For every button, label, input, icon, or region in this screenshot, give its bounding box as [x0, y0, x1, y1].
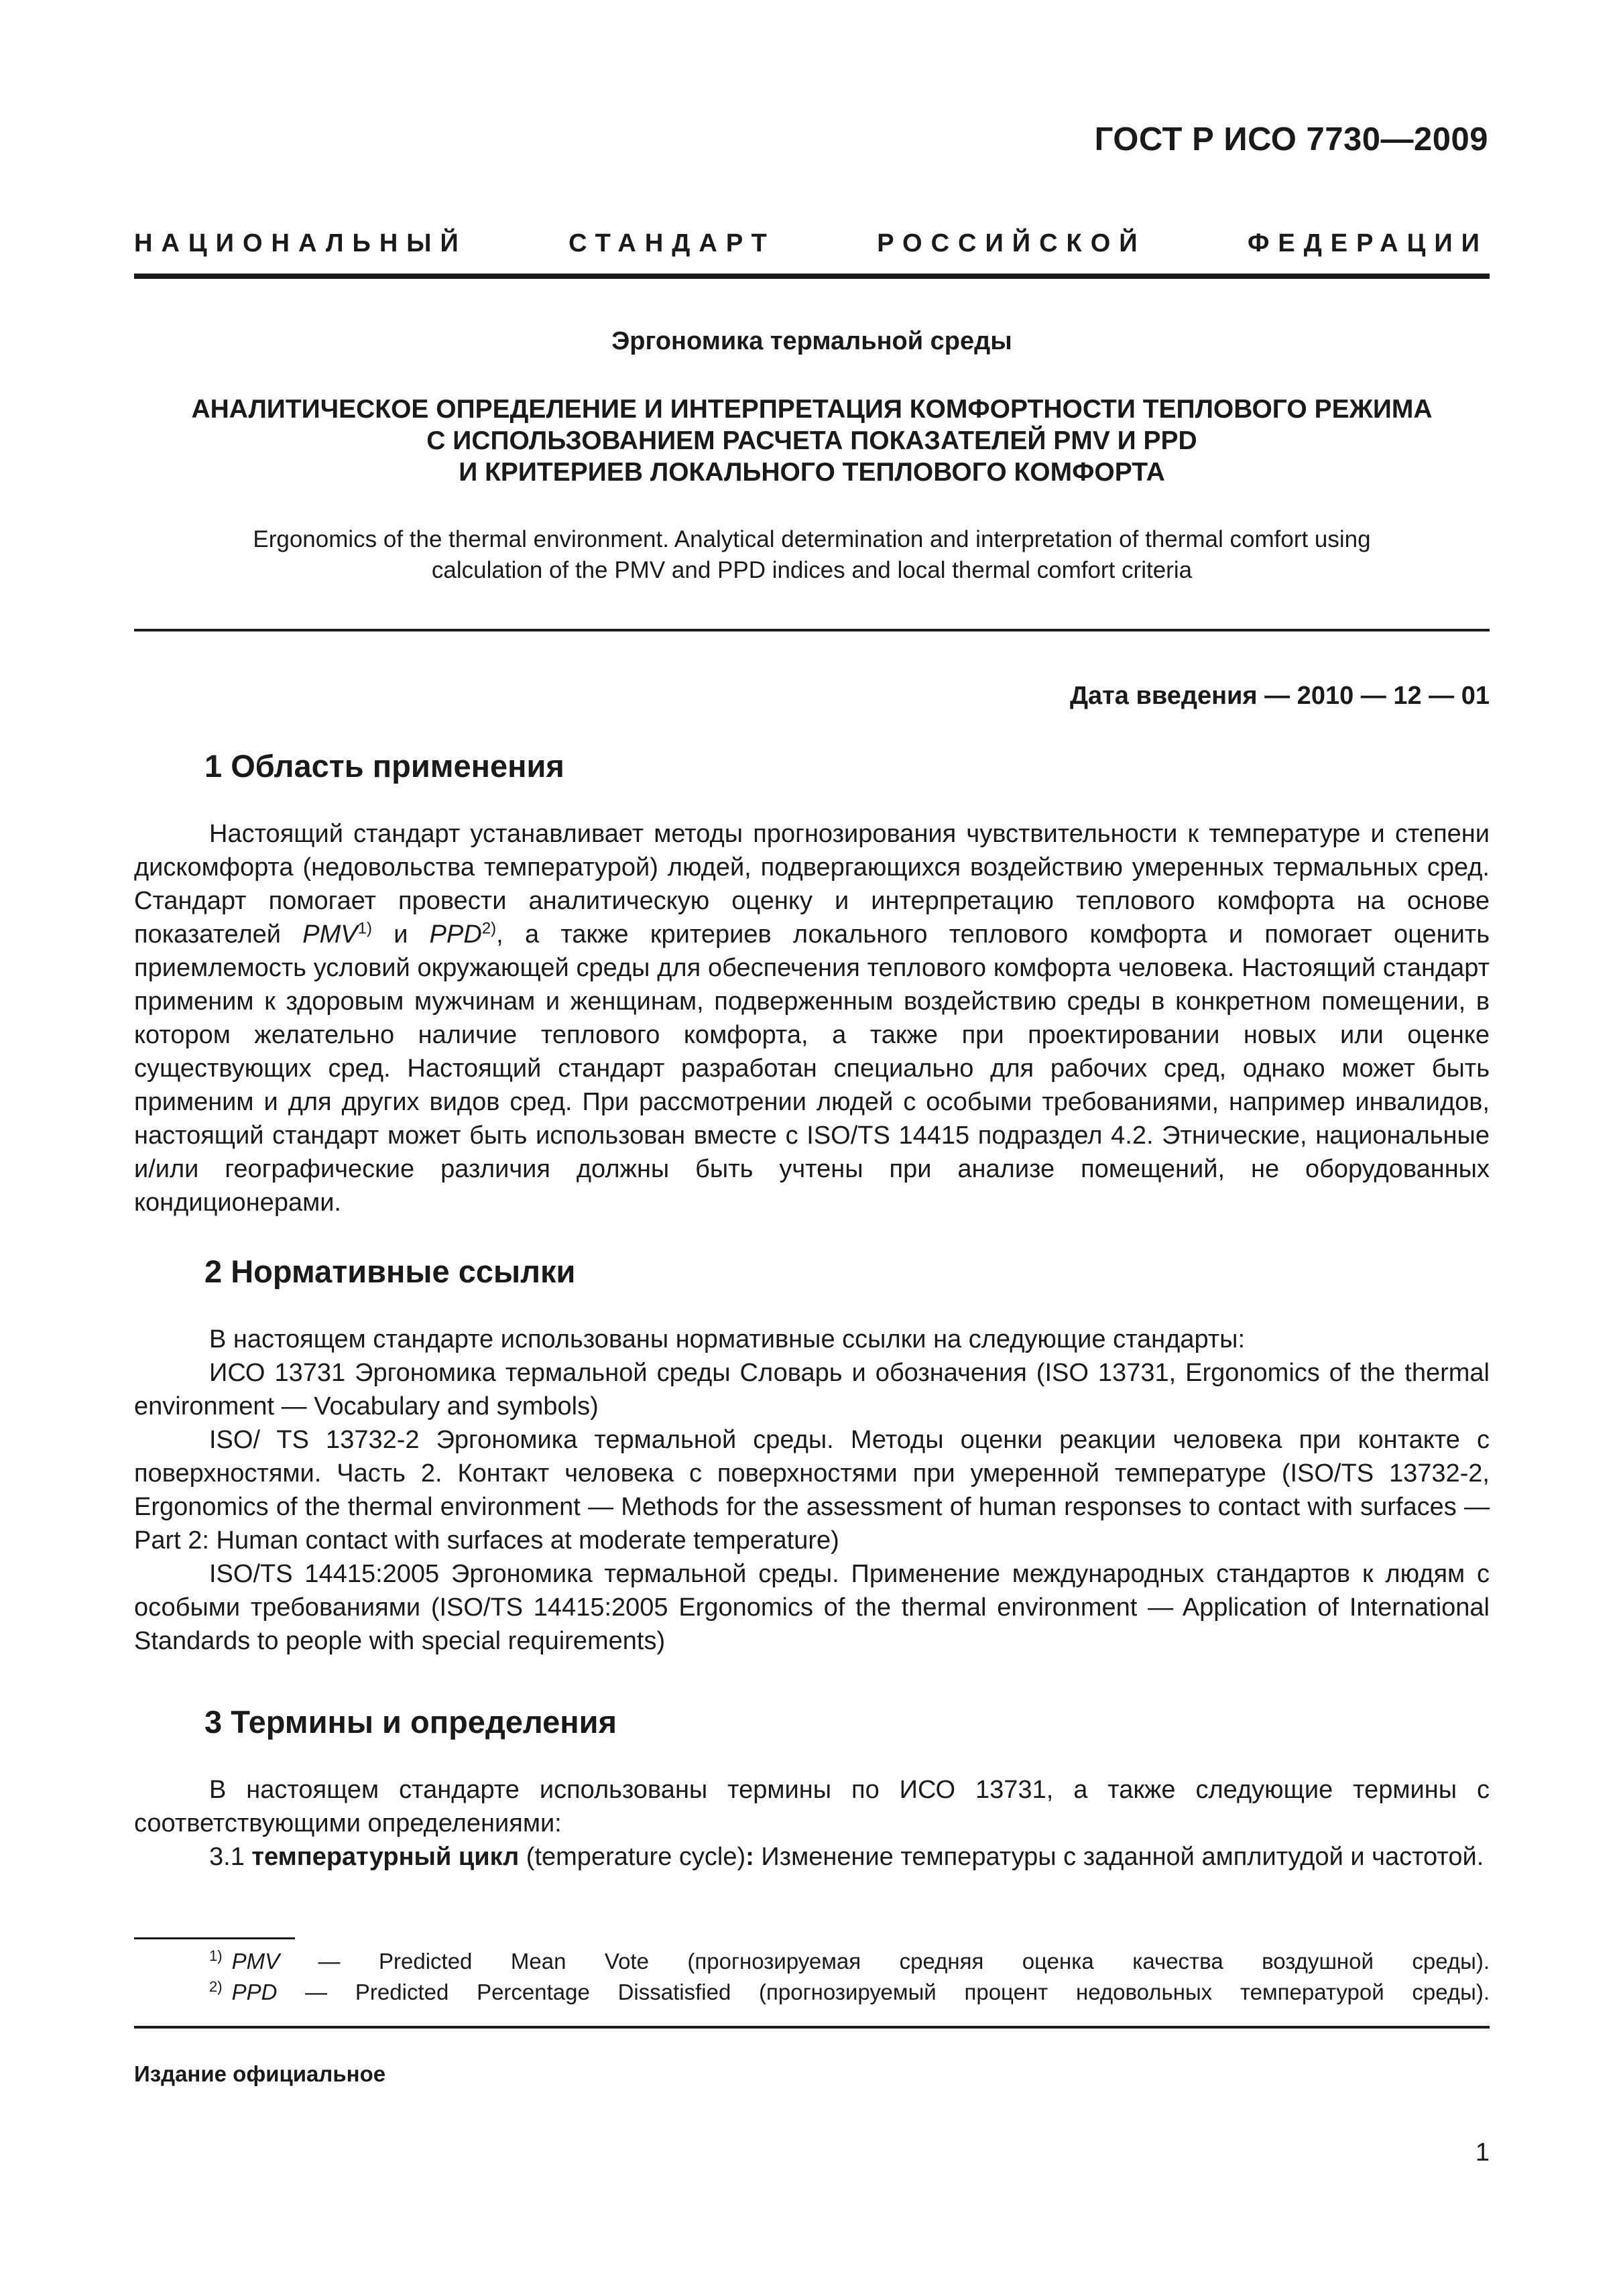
title-ru: [134, 394, 1490, 488]
edition-label: Издание официальное: [134, 2061, 386, 2086]
subtitle-ru: Эргономика термальной среды: [611, 327, 1012, 355]
title-ru-line: С ИСПОЛЬЗОВАНИЕМ РАСЧЕТА ПОКАЗАТЕЛЕЙ PMV И PPD: [426, 426, 1197, 455]
footnote-text: — Predicted Percentage Dissatisfied (прогнозируемый процент недовольных температурой среды).: [277, 1980, 1490, 2004]
title-ru-line: И КРИТЕРИЕВ ЛОКАЛЬНОГО ТЕПЛОВОГО КОМФОРТА: [459, 458, 1165, 487]
footer-divider: [134, 2026, 1490, 2029]
term-english: (temperature cycle): [519, 1843, 746, 1871]
standard-designation: ГОСТ Р ИСО 7730—2009: [1094, 121, 1488, 158]
scope-paragraph: [134, 817, 1490, 1219]
section-1-heading: 1 Область применения: [204, 748, 564, 784]
section-2-heading: 2 Нормативные ссылки: [204, 1254, 576, 1289]
reference-paragraph: ИСО 13731 Эргономика термальной среды Словарь и обозначения (ISO 13731, Ergonomics of the thermal environment — Vocabulary and symbols): [134, 1359, 1490, 1421]
term-text: Изменение температуры с заданной амплитудой и частотой.: [754, 1843, 1484, 1871]
scope-text: и: [371, 920, 430, 949]
footnote-1: [134, 1946, 1490, 1977]
scope-text: Настоящий стандарт устанавливает методы прогнозирования чувствительности к температуре и степени дискомфорта (недовольства температурой) людей, подвергающихся воздействию умеренных термальных сред. Стандарт помогает провести аналитическую оценку и интерпретацию теплового комфорта на основе показателей: [134, 820, 1490, 949]
footnote-2: [134, 1977, 1490, 2008]
footnote-ref-2[interactable]: 2): [481, 919, 497, 938]
title-divider: [134, 629, 1490, 631]
banner-word: РОССИЙСКОЙ: [877, 229, 1146, 257]
footnotes: [134, 1946, 1490, 2008]
section-2-body: [134, 1323, 1490, 1658]
pmv-abbr: PMV: [302, 920, 358, 949]
title-en-line: calculation of the PMV and PPD indices and local thermal comfort criteria: [431, 557, 1193, 583]
header-divider: [134, 274, 1490, 279]
term-definition: [134, 1840, 1490, 1874]
footnote-mark: 2): [209, 1978, 223, 1995]
footnote-text: — Predicted Mean Vote (прогнозируемая средняя оценка качества воздушной среды).: [280, 1949, 1490, 1974]
footnote-separator: [134, 1937, 295, 1939]
reference-paragraph: ISO/TS 14415:2005 Эргономика термальной среды. Применение международных стандартов к людям с особыми требованиями (ISO/TS 14415:2005 Ergonomics of the thermal environment — Application of International Standards to people with special requirements): [134, 1560, 1490, 1655]
scope-text: , а также критериев локального теплового комфорта и помогает оценить приемлемость условий окружающей среды для обеспечения теплового комфорта человека. Настоящий стандарт применим к здоровым мужчинам и женщинам, подверженным воздействию среды в конкретном помещении, в котором желательно наличие теплового комфорта, а также при проектировании новых или оценке существующих сред. Настоящий стандарт разработан специально для рабочих сред, однако может быть применим и для других видов сред. При рассмотрении людей с особыми требованиями, например инвалидов, настоящий стандарт может быть использован вместе с ISO/TS 14415 подраздел 4.2. Этнические, национальные и/или географические различия должны быть учтены при анализе помещений, не оборудованных кондиционерами.: [134, 920, 1490, 1217]
term-number: 3.1: [209, 1843, 252, 1871]
title-en: [134, 524, 1490, 586]
footnote-abbr: PPD: [231, 1980, 278, 2004]
section-3-body: [134, 1773, 1490, 1874]
banner-word: НАЦИОНАЛЬНЫЙ: [134, 229, 467, 257]
ppd-abbr: PPD: [429, 920, 482, 949]
banner-word: ФЕДЕРАЦИИ: [1247, 229, 1488, 257]
footnote-abbr: PMV: [231, 1949, 280, 1974]
section-1-body: [134, 817, 1490, 1219]
title-en-line: Ergonomics of the thermal environment. Analytical determination and interpretation of thermal comfort using: [253, 526, 1371, 552]
term-name: температурный цикл: [251, 1843, 520, 1871]
national-standard-banner: [134, 229, 1488, 258]
terms-intro: В настоящем стандарте использованы термины по ИСО 13731, а также следующие термины с соответствующими определениями:: [134, 1776, 1490, 1837]
footnote-ref-1[interactable]: 1): [357, 919, 372, 938]
reference-paragraph: ISO/ TS 13732-2 Эргономика термальной среды. Методы оценки реакции человека при контакте с поверхностями. Часть 2. Контакт человека с поверхностями при умеренной температуре (ISO/TS 13732-2, Ergonomics of the thermal environment — Methods for the assessment of human responses to contact with surfaces — Part 2: Human contact with surfaces at moderate temperature): [134, 1426, 1490, 1555]
introduction-date: Дата введения — 2010 — 12 — 01: [1069, 682, 1490, 710]
page-number: 1: [1475, 2138, 1490, 2167]
reference-paragraph: В настоящем стандарте использованы нормативные ссылки на следующие стандарты:: [209, 1325, 1246, 1353]
section-3-heading: 3 Термины и определения: [204, 1704, 617, 1740]
term-colon: :: [745, 1843, 754, 1871]
banner-word: СТАНДАРТ: [568, 229, 776, 257]
title-ru-line: АНАЛИТИЧЕСКОЕ ОПРЕДЕЛЕНИЕ И ИНТЕРПРЕТАЦИЯ КОМФОРТНОСТИ ТЕПЛОВОГО РЕЖИМА: [191, 395, 1433, 424]
footnote-mark: 1): [209, 1947, 223, 1964]
